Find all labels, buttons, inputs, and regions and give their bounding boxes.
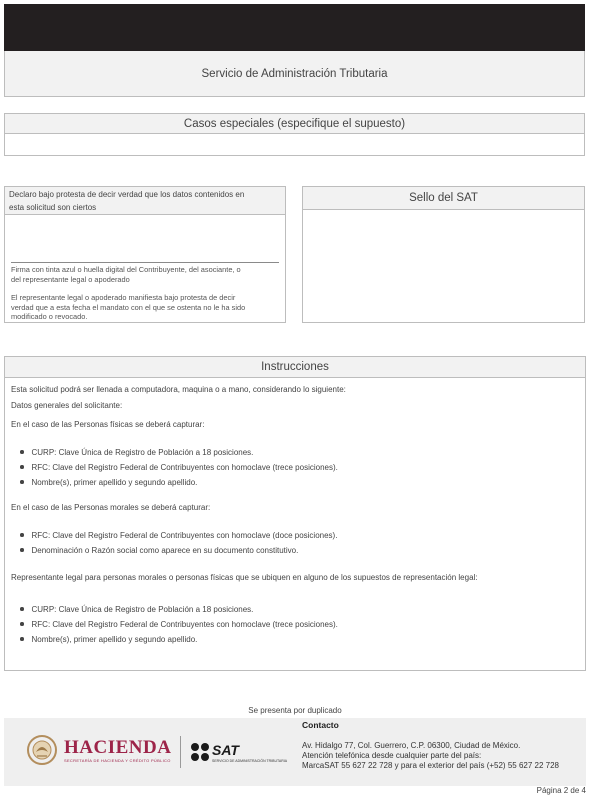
list-item: CURP: Clave Única de Registro de Población a 18 posiciones. — [20, 605, 253, 614]
hacienda-eagle-icon — [26, 734, 58, 766]
footer — [4, 718, 586, 786]
sello-sat-box — [302, 186, 585, 323]
list-item: Nombre(s), primer apellido y segundo apellido. — [20, 635, 197, 644]
morales-heading: En el caso de las Personas morales se deberá capturar: — [11, 503, 211, 512]
header-bar — [4, 4, 585, 51]
page-number: Página 2 de 4 — [536, 786, 586, 795]
sat-logo-icon — [190, 742, 210, 762]
signature-line[interactable] — [11, 262, 279, 263]
list-item: RFC: Clave del Registro Federal de Contribuyentes con homoclave (trece posiciones). — [20, 620, 338, 629]
representante-heading: Representante legal para personas morales o personas físicas que se ubiquen en alguno de los supuestos de representación legal: — [11, 573, 478, 582]
sat-logo: SAT — [212, 742, 239, 758]
logo-divider — [180, 736, 181, 768]
hacienda-logo-subtitle: SECRETARÍA DE HACIENDA Y CRÉDITO PÚBLICO — [64, 758, 171, 763]
list-item: RFC: Clave del Registro Federal de Contribuyentes con homoclave (doce posiciones). — [20, 531, 337, 540]
fisicas-heading: En el caso de las Personas físicas se deberá capturar: — [11, 420, 205, 429]
casos-especiales-label-text: Casos especiales (especifique el supuesto) — [183, 117, 406, 130]
hacienda-logo: HACIENDA — [64, 737, 172, 758]
list-item: Denominación o Razón social como aparece en su documento constitutivo. — [20, 546, 298, 555]
declaracion-box — [4, 186, 286, 323]
declaracion-heading-line1: Declaro bajo protesta de decir verdad que los datos contenidos en — [9, 190, 245, 199]
signature-caption-line1: Firma con tinta azul o huella digital del Contribuyente, del asociante, o — [11, 265, 241, 274]
contacto-address: Av. Hidalgo 77, Col. Guerrero, C.P. 06300, Ciudad de México. — [302, 741, 521, 750]
page-title — [4, 51, 585, 97]
instrucciones-heading — [5, 357, 585, 378]
representante-statement-line3: modificado o revocado. — [11, 312, 88, 322]
duplicado-note: Se presenta por duplicado — [248, 706, 342, 715]
list-item: RFC: Clave del Registro Federal de Contribuyentes con homoclave (trece posiciones). — [20, 463, 338, 472]
representante-statement-line1: El representante legal o apoderado manifiesta bajo protesta de decir — [11, 293, 236, 302]
datos-generales-label: Datos generales del solicitante: — [11, 401, 123, 410]
instrucciones-intro: Esta solicitud podrá ser llenada a computadora, maquina o a mano, considerando lo siguiente: — [11, 385, 346, 394]
list-item: Nombre(s), primer apellido y segundo apellido. — [20, 478, 197, 487]
signature-caption — [11, 265, 283, 284]
instrucciones-title: Instrucciones — [261, 361, 329, 373]
contacto-atencion: Atención telefónica desde cualquier parte del país: — [302, 751, 482, 760]
contacto-title: Contacto — [302, 720, 339, 730]
page-title-text: Servicio de Administración Tributaria — [201, 67, 388, 80]
sello-sat-heading — [303, 187, 584, 210]
list-item: CURP: Clave Única de Registro de Población a 18 posiciones. — [20, 448, 253, 457]
casos-especiales-field[interactable] — [4, 134, 585, 156]
representante-statement-line2: verdad que a esta fecha el mandato con el que se ostenta no le ha sido — [11, 302, 246, 312]
contacto-marcasat: MarcaSAT 55 627 22 728 y para el exterior del país (+52) 55 627 22 728 — [302, 761, 559, 770]
casos-especiales-label — [4, 113, 585, 134]
instrucciones-box — [4, 356, 586, 671]
signature-caption-line2: del representante legal o apoderado — [11, 274, 130, 284]
representante-statement — [11, 293, 285, 322]
sat-logo-subtitle: SERVICIO DE ADMINISTRACIÓN TRIBUTARIA — [212, 759, 288, 763]
declaracion-heading-line2: esta solicitud son ciertos — [9, 203, 97, 212]
sello-sat-label: Sello del SAT — [409, 192, 478, 204]
declaracion-heading — [5, 187, 285, 215]
